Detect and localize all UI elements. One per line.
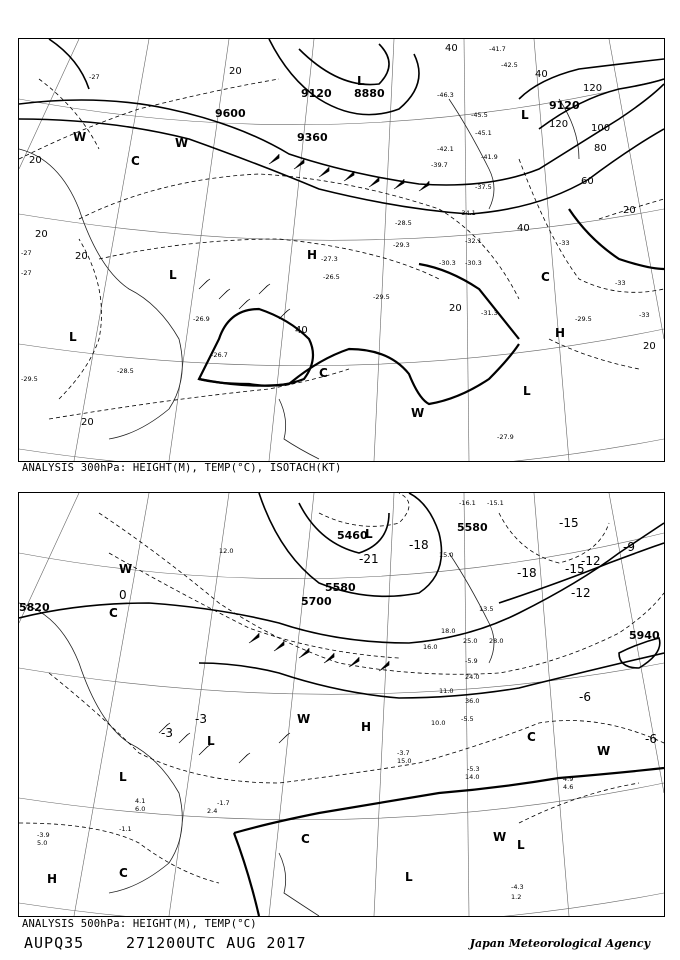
temp-label: -15	[565, 562, 585, 576]
temp-label: -18	[409, 538, 429, 552]
station-temp: -33	[615, 279, 626, 287]
station-temp: -27	[21, 249, 32, 257]
station-value: 18.0	[441, 627, 456, 635]
low-center: L	[521, 108, 529, 122]
temp-label: -3	[195, 712, 207, 726]
warm-marker: W	[597, 744, 611, 758]
warm-marker: W	[297, 712, 311, 726]
station-value: -1.1	[119, 825, 132, 833]
height-label: 5940	[629, 629, 660, 642]
temp-label: -15	[559, 516, 579, 530]
height-label: 5580	[325, 581, 356, 594]
height-labels-500	[19, 521, 660, 642]
high-center: H	[361, 720, 372, 734]
station-value: 16.0	[423, 643, 438, 651]
height-label: 9120	[549, 99, 580, 112]
low-center: L	[69, 330, 77, 344]
isotach-label: 20	[35, 229, 48, 240]
isotach-label: 60	[581, 176, 594, 187]
station-value: 14.0	[465, 773, 480, 781]
station-temp: -28.5	[117, 367, 134, 375]
station-temp: -27	[21, 269, 32, 277]
high-center: H	[47, 872, 58, 886]
station-temp: -37.5	[475, 183, 492, 191]
station-temp: -27.9	[497, 433, 514, 441]
isotach-label: 20	[29, 155, 42, 166]
station-value: 10.0	[431, 719, 446, 727]
station-value: 4.6	[563, 783, 574, 791]
isotach-label: 20	[623, 205, 636, 216]
station-value: 12.0	[219, 547, 234, 555]
height-label: 5460	[337, 529, 368, 542]
isotach-label: 40	[517, 223, 530, 234]
isotach-label: 20	[643, 341, 656, 352]
station-value: 5.0	[37, 839, 48, 847]
cold-marker: C	[119, 866, 128, 880]
station-temp: -28.5	[395, 219, 412, 227]
low-center: L	[357, 74, 365, 88]
temp-label: -9	[623, 540, 635, 554]
station-temp: -32.1	[465, 237, 482, 245]
temp-label: -18	[517, 566, 537, 580]
station-temp: -46.3	[437, 91, 454, 99]
station-value: 13.5	[479, 605, 494, 613]
temp-label: -12	[581, 554, 601, 568]
temp-labels-500	[119, 516, 657, 746]
product-code: AUPQ35	[24, 934, 85, 952]
temperature-contours-300	[19, 79, 664, 419]
cold-marker: C	[319, 366, 328, 380]
isotach-label: 40	[535, 69, 548, 80]
map-canvas-300hpa	[19, 39, 664, 461]
panel-caption-500hpa: ANALYSIS 500hPa: HEIGHT(M), TEMP(°C)	[22, 918, 257, 930]
map-panel-300hpa	[18, 38, 665, 462]
station-temp: -29.5	[575, 315, 592, 323]
warm-marker: W	[493, 830, 507, 844]
station-temp: -41.9	[481, 153, 498, 161]
high-center: H	[555, 326, 566, 340]
isotach-label: 20	[81, 417, 94, 428]
station-temp: -41.7	[489, 45, 506, 53]
station-temp: -26.7	[211, 351, 228, 359]
isotach-label: 120	[583, 83, 603, 94]
station-value: -3.7	[397, 749, 410, 757]
station-temp: -33	[559, 239, 570, 247]
station-temp: -34.1	[459, 209, 476, 217]
station-value: -5.5	[461, 715, 474, 723]
isotach-label: 40	[445, 43, 458, 54]
station-value: 2.4	[207, 807, 218, 815]
station-value: -5.9	[465, 657, 478, 665]
station-temp: -45.5	[471, 111, 488, 119]
map-panel-500hpa	[18, 492, 665, 917]
agency-name: Japan Meteorological Agency	[469, 937, 650, 950]
station-value: -5.3	[467, 765, 480, 773]
temp-label: -6	[579, 690, 591, 704]
station-temp: -26.5	[323, 273, 340, 281]
isotach-label: 20	[449, 303, 462, 314]
station-temp: -29.3	[393, 241, 410, 249]
station-value: 4.9	[563, 775, 574, 783]
station-value: 15.0	[397, 757, 412, 765]
warm-marker: W	[175, 136, 189, 150]
station-temp: -29.5	[373, 293, 390, 301]
height-label: 5700	[301, 595, 332, 608]
station-temp: -27	[89, 73, 100, 81]
temp-label: -12	[571, 586, 591, 600]
station-temp: -30.3	[439, 259, 456, 267]
temp-label: 0	[119, 588, 127, 602]
station-value: 36.0	[465, 697, 480, 705]
low-center: L	[517, 838, 525, 852]
isotach-label: 120	[549, 119, 569, 130]
isotach-label: 20	[229, 66, 242, 77]
station-temp: -26.9	[193, 315, 210, 323]
station-value: 6.0	[135, 805, 146, 813]
low-center: L	[169, 268, 177, 282]
height-label: 5820	[19, 601, 50, 614]
cold-marker: C	[301, 832, 310, 846]
station-temp: -30.3	[465, 259, 482, 267]
isotach-contours-300	[199, 209, 664, 404]
pressure-centers-300	[69, 74, 565, 420]
low-center: L	[119, 770, 127, 784]
station-temp: -33	[639, 311, 650, 319]
station-value: 1.2	[511, 893, 522, 901]
height-label: 9360	[297, 131, 328, 144]
isotach-label: 80	[594, 143, 607, 154]
station-temp: -27.3	[321, 255, 338, 263]
station-value: -15.1	[487, 499, 504, 507]
cold-marker: C	[527, 730, 536, 744]
station-temp: -45.1	[475, 129, 492, 137]
station-value: 25.0	[463, 637, 478, 645]
station-value: -4.3	[511, 883, 524, 891]
height-label: 9120	[301, 87, 332, 100]
temperature-contours-500	[19, 493, 664, 883]
station-temp: -31.3	[481, 309, 498, 317]
wind-barbs-300	[199, 154, 429, 319]
height-label: 8880	[354, 87, 385, 100]
station-value: 11.0	[439, 687, 454, 695]
temp-label: -3	[161, 726, 173, 740]
station-temp: -29.5	[21, 375, 38, 383]
cold-marker: C	[541, 270, 550, 284]
height-label: 9600	[215, 107, 246, 120]
warm-marker: W	[119, 562, 133, 576]
thick-contour-500	[234, 768, 664, 916]
temp-label: -6	[645, 732, 657, 746]
map-canvas-500hpa	[19, 493, 664, 916]
station-value: 4.1	[135, 797, 146, 805]
high-center: H	[307, 248, 318, 262]
station-value: -16.1	[459, 499, 476, 507]
warm-marker: W	[73, 130, 87, 144]
low-center: L	[207, 734, 215, 748]
station-value: 28.0	[489, 637, 504, 645]
station-value: 24.0	[465, 673, 480, 681]
isotach-label: 100	[591, 123, 611, 134]
valid-time: 271200UTC AUG 2017	[126, 934, 307, 952]
coastline-500	[19, 553, 494, 916]
station-temp: -39.7	[431, 161, 448, 169]
isotach-label: 20	[75, 251, 88, 262]
station-temp: -42.5	[501, 61, 518, 69]
station-value: -1.7	[217, 799, 230, 807]
low-center: L	[523, 384, 531, 398]
isotach-label: 40	[295, 325, 308, 336]
station-value: -3.9	[37, 831, 50, 839]
low-center: L	[405, 870, 413, 884]
low-center: L	[365, 527, 373, 541]
cold-marker: C	[131, 154, 140, 168]
panel-caption-300hpa: ANALYSIS 300hPa: HEIGHT(M), TEMP(°C), ISOTACH(KT)	[22, 462, 342, 474]
temp-label: -21	[359, 552, 379, 566]
height-label: 5580	[457, 521, 488, 534]
cold-marker: C	[109, 606, 118, 620]
warm-marker: W	[411, 406, 425, 420]
station-temp: -42.1	[437, 145, 454, 153]
station-value: 15.0	[439, 551, 454, 559]
